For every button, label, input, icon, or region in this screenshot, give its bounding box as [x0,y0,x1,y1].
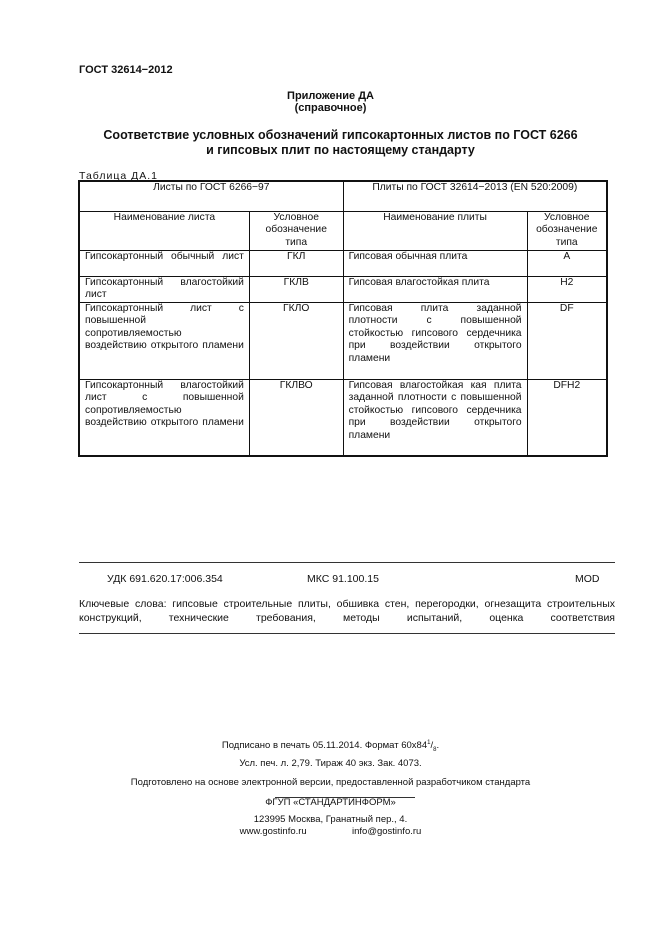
col-header-sheet-name: Наименование листа [79,211,249,250]
mks-code: МКС 91.100.15 [307,573,379,585]
appendix-subtitle: (справочное) [294,102,367,114]
col-header-sheet-code: Условное обозначение типа [249,211,343,250]
email-link[interactable]: info@gostinfo.ru [352,826,422,837]
bottom-divider [79,633,615,634]
sheet-name-cell: Гипсокартонный влагостойкий лист [79,276,249,302]
udk-code: УДК 691.620.17:006.354 [107,573,223,585]
table-row [79,302,607,379]
board-name-cell: Гипсовая влагостойкая кая плита заданной плотности с повышенной стойкостью гипсового сердечника при воздействии открытого пламени [343,379,527,456]
appendix-heading [0,90,661,114]
signed-text: Подписано в печать 05.11.2014. Формат 60x84 [221,740,428,752]
table-row [79,250,607,276]
board-name-cell: Гипсовая плита заданной плотности с повышенной стойкостью гипсового сердечника при воздействии открытого пламени [343,302,527,379]
main-title-line-2: и гипсовых плит по настоящему стандарту [206,143,475,157]
main-title-line-1: Соответствие условных обозначений гипсокартонных листов по ГОСТ 6266 [103,128,578,142]
table-row [79,379,607,456]
col-header-board-name: Наименование плиты [343,211,527,250]
top-divider [79,562,615,563]
correspondence-table [78,180,608,457]
sheet-code-cell: ГКЛО [249,302,343,379]
prepared-line: Подготовлено на основе электронной версии, предоставленной разработчиком стандарта [130,777,531,788]
sheet-name-cell: Гипсокартонный влагостойкий лист с повышенной сопротивляемостью воздействию открытого пламени [79,379,249,456]
board-name-cell: Гипсовая влагостойкая плита [343,276,527,302]
standard-number: ГОСТ 32614−2012 [79,64,173,76]
publisher-address: 123995 Москва, Гранатный пер., 4. [253,814,408,825]
signed-line: Подписано в печать 05.11.2014. Формат $60x84^1/_8$. [221,740,440,754]
board-code-cell: H2 [527,276,607,302]
print-run-line: Усл. печ. л. 2,79. Тираж 40 экз. Зак. 4073. [239,758,422,769]
sheet-code-cell: ГКЛВ [249,276,343,302]
table-group-header-row [79,181,607,211]
format-numerator: 1 [427,740,431,746]
table-column-header-row [79,211,607,250]
table-caption: Таблица ДА.1 [79,170,158,182]
keywords: Ключевые слова: гипсовые строительные плиты, обшивка стен, перегородки, огнезащита строительных конструкций, технические требования, методы испытаний, оценка соответствия [79,598,615,624]
appendix-title: Приложение ДА [287,90,374,102]
contacts-line [0,826,661,837]
sheet-name-cell: Гипсокартонный обычный лист [79,250,249,276]
board-name-cell: Гипсовая обычная плита [343,250,527,276]
sheet-name-cell: Гипсокартонный лист с повышенной сопротивляемостью воздействию открытого пламени [79,302,249,379]
signed-suffix: . [436,740,440,752]
sheet-code-cell: ГКЛ [249,250,343,276]
table-row [79,276,607,302]
board-code-cell: DF [527,302,607,379]
board-code-cell: DFH2 [527,379,607,456]
sheet-code-cell: ГКЛВО [249,379,343,456]
group-header-sheets: Листы по ГОСТ 6266−97 [79,181,343,211]
appendix-main-title [60,128,621,158]
website-link[interactable]: www.gostinfo.ru [239,826,307,837]
board-code-cell: A [527,250,607,276]
publisher-name: ФГУП «СТАНДАРТИНФОРМ» [265,797,396,808]
mod-label: MOD [575,573,600,585]
group-header-boards: Плиты по ГОСТ 32614−2013 (EN 520:2009) [343,181,607,211]
format-denominator: 8 [433,747,437,754]
col-header-board-code: Условное обозначение типа [527,211,607,250]
